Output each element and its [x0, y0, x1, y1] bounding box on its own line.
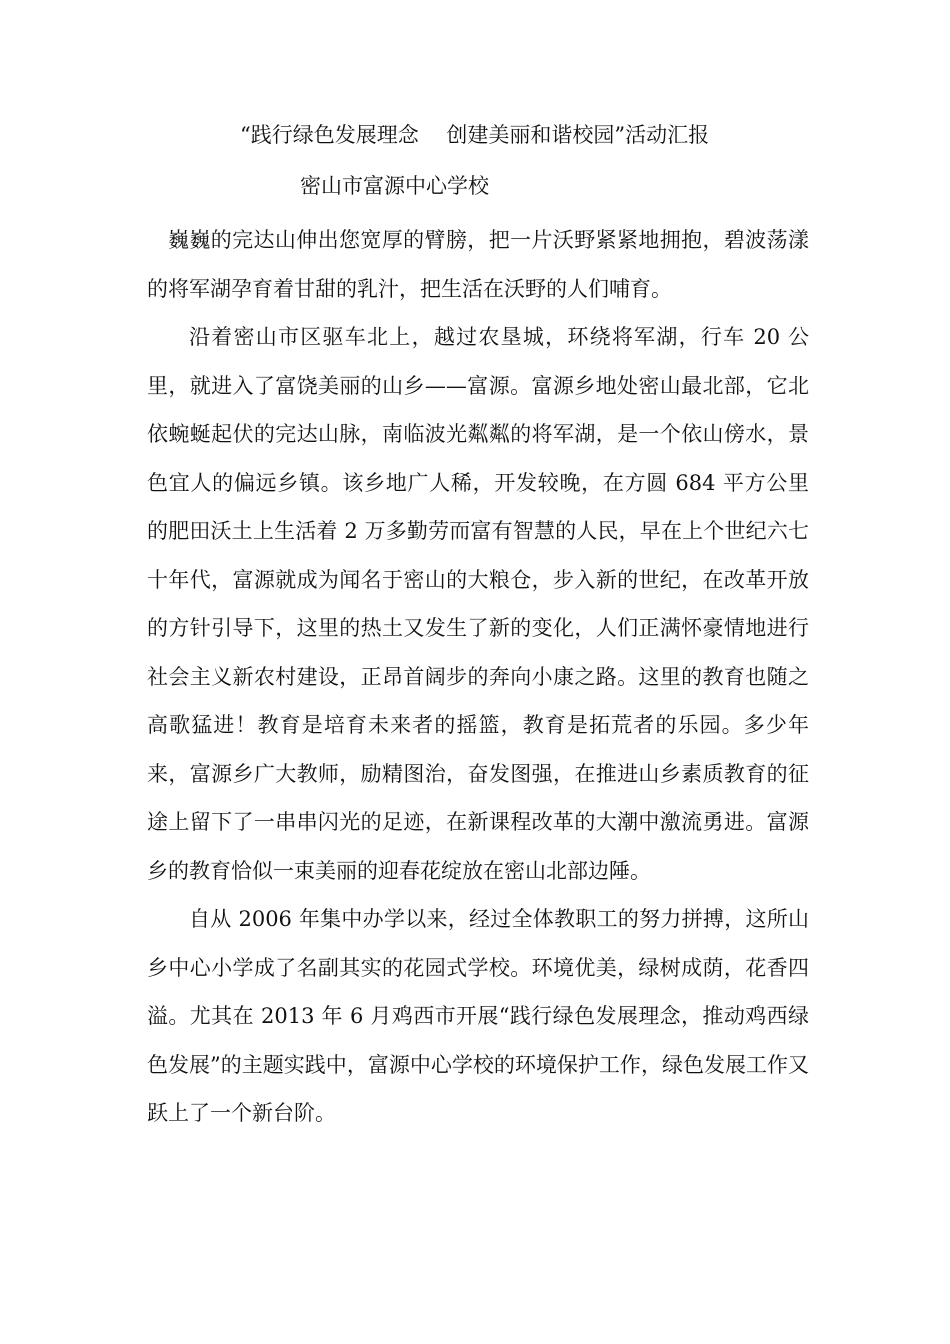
school-name: 密山市富源中心学校: [300, 174, 489, 198]
paragraph-intro: 巍巍的完达山伸出您宽厚的臂膀，把一片沃野紧紧地拥抱，碧波荡漾的将军湖孕育着甘甜的乳汁，把生活在沃野的人们哺育。: [147, 228, 809, 301]
document-title: “践行绿色发展理念 创建美丽和谐校园”活动汇报: [240, 123, 710, 147]
paragraph-school: 自从 2006 年集中办学以来，经过全体教职工的努力拼搏，这所山乡中心小学成了名副其实的花园式学校。环境优美，绿树成荫，花香四溢。尤其在 2013 年 6 月鸡西市开展“践行绿色发展理念，推动鸡西绿色发展”的主题实践中，富源中心学校的环境保护工作，绿色发展工作又跃上了一个新台阶。: [147, 907, 809, 1125]
document-body: [147, 216, 809, 1138]
paragraph-fuyuan: 沿着密山市区驱车北上，越过农垦城，环绕将军湖，行车 20 公里，就进入了富饶美丽的山乡——富源。富源乡地处密山最北部，它北依蜿蜒起伏的完达山脉，南临波光粼粼的将军湖，是一个依山傍水，景色宜人的偏远乡镇。该乡地广人稀，开发较晚，在方圆 684 平方公里的肥田沃土上生活着 2 万多勤劳而富有智慧的人民，早在上个世纪六七十年代，富源就成为闻名于密山的大粮仓，步入新的世纪，在改革开放的方针引导下，这里的热土又发生了新的变化，人们正满怀豪情地进行社会主义新农村建设，正昂首阔步的奔向小康之路。这里的教育也随之高歌猛进！教育是培育未来者的摇篮，教育是拓荒者的乐园。多少年来，富源乡广大教师，励精图治，奋发图强，在推进山乡素质教育的征途上留下了一串串闪光的足迹，在新课程改革的大潮中激流勇进。富源乡的教育恰似一束美丽的迎春花绽放在密山北部边陲。: [147, 325, 809, 883]
